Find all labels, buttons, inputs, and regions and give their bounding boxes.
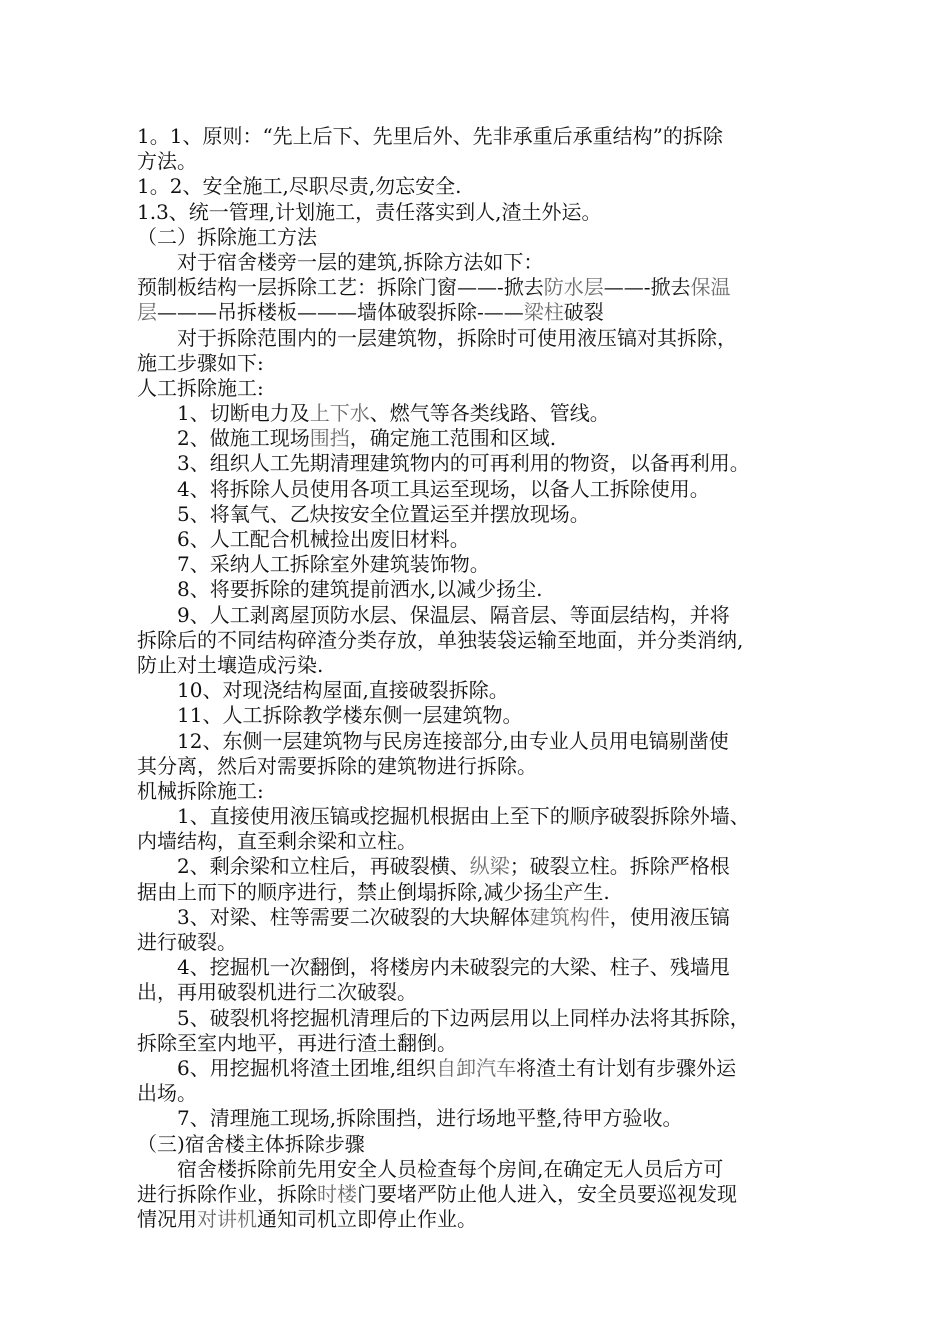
text-line: 11、人工拆除教学楼东侧一层建筑物。 bbox=[177, 703, 523, 728]
text-line: 3、组织人工先期清理建筑物内的可再利用的物资，以备再利用。 bbox=[177, 451, 750, 476]
text-line: 对于拆除范围内的一层建筑物，拆除时可使用液压镐对其拆除， bbox=[177, 325, 737, 350]
text-line: 1。2、安全施工,尽职尽责,勿忘安全. bbox=[137, 174, 462, 199]
text-line bbox=[137, 854, 817, 879]
text-line: 4、将拆除人员使用各项工具运至现场，以备人工拆除使用。 bbox=[177, 476, 710, 501]
text-line: 10、对现浇结构屋面,直接破裂拆除。 bbox=[177, 678, 509, 703]
text-segment: 进行拆除作业，拆除 bbox=[137, 1181, 317, 1206]
text-line: 据由上而下的顺序进行，禁止倒塌拆除,减少扬尘产生. bbox=[137, 879, 610, 904]
text-segment: 3、对梁、柱等需要二次破裂的大块解体 bbox=[177, 904, 530, 929]
text-segment: 1、切断电力及 bbox=[177, 401, 310, 426]
text-line: 施工步骤如下: bbox=[137, 350, 264, 375]
text-segment: 门要堵严防止他人进入，安全员要巡视发现 bbox=[357, 1181, 737, 1206]
text-line: 进行破裂。 bbox=[137, 930, 237, 954]
text-line bbox=[137, 300, 817, 325]
text-line: 拆除后的不同结构碎渣分类存放，单独装袋运输至地面，并分类消纳, bbox=[137, 627, 744, 652]
text-line: 出，再用破裂机进行二次破裂。 bbox=[137, 980, 417, 1005]
document-body bbox=[137, 124, 817, 1232]
text-segment: 破裂 bbox=[563, 300, 604, 325]
text-line: 防止对土壤造成污染. bbox=[137, 652, 324, 677]
linked-term: 对讲机 bbox=[197, 1207, 257, 1232]
linked-term: 建筑构件 bbox=[529, 904, 610, 929]
linked-term: 梁柱 bbox=[523, 300, 564, 325]
linked-term: 防水层 bbox=[543, 275, 604, 300]
text-line: 对于宿舍楼旁一层的建筑,拆除方法如下： bbox=[177, 249, 544, 274]
text-line bbox=[137, 1056, 817, 1081]
text-line: 5、破裂机将挖掘机清理后的下边两层用以上同样办法将其拆除， bbox=[177, 1005, 750, 1030]
text-line: 12、东侧一层建筑物与民房连接部分,由专业人员用电镐剔凿使 bbox=[177, 728, 729, 753]
linked-term: 纵梁 bbox=[469, 854, 510, 879]
text-line: 1。1、原则：“先上后下、先里后外、先非承重后承重结构”的拆除 bbox=[137, 124, 723, 148]
linked-term: 保温 bbox=[690, 275, 731, 300]
linked-term: 自卸汽车 bbox=[436, 1055, 517, 1080]
text-line: （三)宿舍楼主体拆除步骤 bbox=[137, 1131, 365, 1156]
text-line: 宿舍楼拆除前先用安全人员检查每个房间,在确定无人员后方可 bbox=[177, 1156, 724, 1181]
text-line: 6、人工配合机械捡出废旧材料。 bbox=[177, 527, 470, 551]
text-line bbox=[137, 1207, 817, 1232]
text-line: 内墙结构，直至剩余梁和立柱。 bbox=[137, 829, 417, 854]
text-line: 5、将氧气、乙炔按安全位置运至并摆放现场。 bbox=[177, 501, 590, 526]
text-segment: 2、做施工现场 bbox=[177, 426, 310, 451]
text-line: 7、采纳人工拆除室外建筑装饰物。 bbox=[177, 552, 490, 577]
linked-term: 围挡 bbox=[309, 426, 350, 451]
text-segment: 情况用 bbox=[137, 1207, 197, 1232]
text-line: 人工拆除施工: bbox=[137, 375, 264, 400]
linked-term: 层 bbox=[137, 300, 157, 325]
text-segment: 预制板结构一层拆除工艺：拆除门窗——-掀去 bbox=[137, 275, 544, 300]
linked-term: 时楼 bbox=[317, 1181, 357, 1206]
text-line: 方法。 bbox=[137, 149, 197, 174]
text-segment: ，使用液压镐 bbox=[609, 904, 730, 929]
text-segment: 、燃气等各类线路、管线。 bbox=[369, 401, 610, 426]
text-line bbox=[137, 426, 817, 451]
text-line: （二）拆除施工方法 bbox=[137, 224, 317, 249]
text-segment: ——-掀去 bbox=[603, 275, 691, 300]
text-line: 机械拆除施工: bbox=[137, 778, 264, 803]
text-segment: ———吊拆楼板———墙体破裂拆除-—— bbox=[157, 300, 524, 325]
linked-term: 上下水 bbox=[309, 401, 370, 426]
text-segment: 将渣土有计划有步骤外运 bbox=[516, 1055, 737, 1080]
text-segment: ；破裂立柱。拆除严格根 bbox=[509, 854, 730, 879]
text-line bbox=[137, 401, 817, 426]
text-line: 8、将要拆除的建筑提前洒水,以减少扬尘. bbox=[177, 577, 543, 602]
text-segment: ，确定施工范围和区域. bbox=[349, 426, 557, 451]
text-segment: 6、用挖掘机将渣土团堆,组织 bbox=[177, 1055, 437, 1080]
text-segment: 通知司机立即停止作业。 bbox=[257, 1207, 477, 1232]
text-line: 1.3、统一管理,计划施工，责任落实到人,渣土外运。 bbox=[137, 199, 602, 224]
text-segment: 2、剩余梁和立柱后，再破裂横、 bbox=[177, 854, 470, 879]
text-line: 出场。 bbox=[137, 1081, 197, 1106]
text-line: 拆除至室内地平，再进行渣土翻倒。 bbox=[137, 1030, 457, 1055]
text-line bbox=[137, 1182, 817, 1207]
text-line bbox=[137, 905, 817, 930]
text-line: 1、直接使用液压镐或挖掘机根据由上至下的顺序破裂拆除外墙、 bbox=[177, 804, 750, 829]
text-line: 4、挖掘机一次翻倒，将楼房内未破裂完的大梁、柱子、残墙甩 bbox=[177, 955, 730, 980]
text-line: 7、清理施工现场,拆除围挡，进行场地平整,待甲方验收。 bbox=[177, 1106, 683, 1131]
text-line: 9、人工剥离屋顶防水层、保温层、隔音层、等面层结构，并将 bbox=[177, 602, 730, 627]
text-line bbox=[137, 275, 817, 300]
text-line: 其分离，然后对需要拆除的建筑物进行拆除。 bbox=[137, 753, 537, 778]
